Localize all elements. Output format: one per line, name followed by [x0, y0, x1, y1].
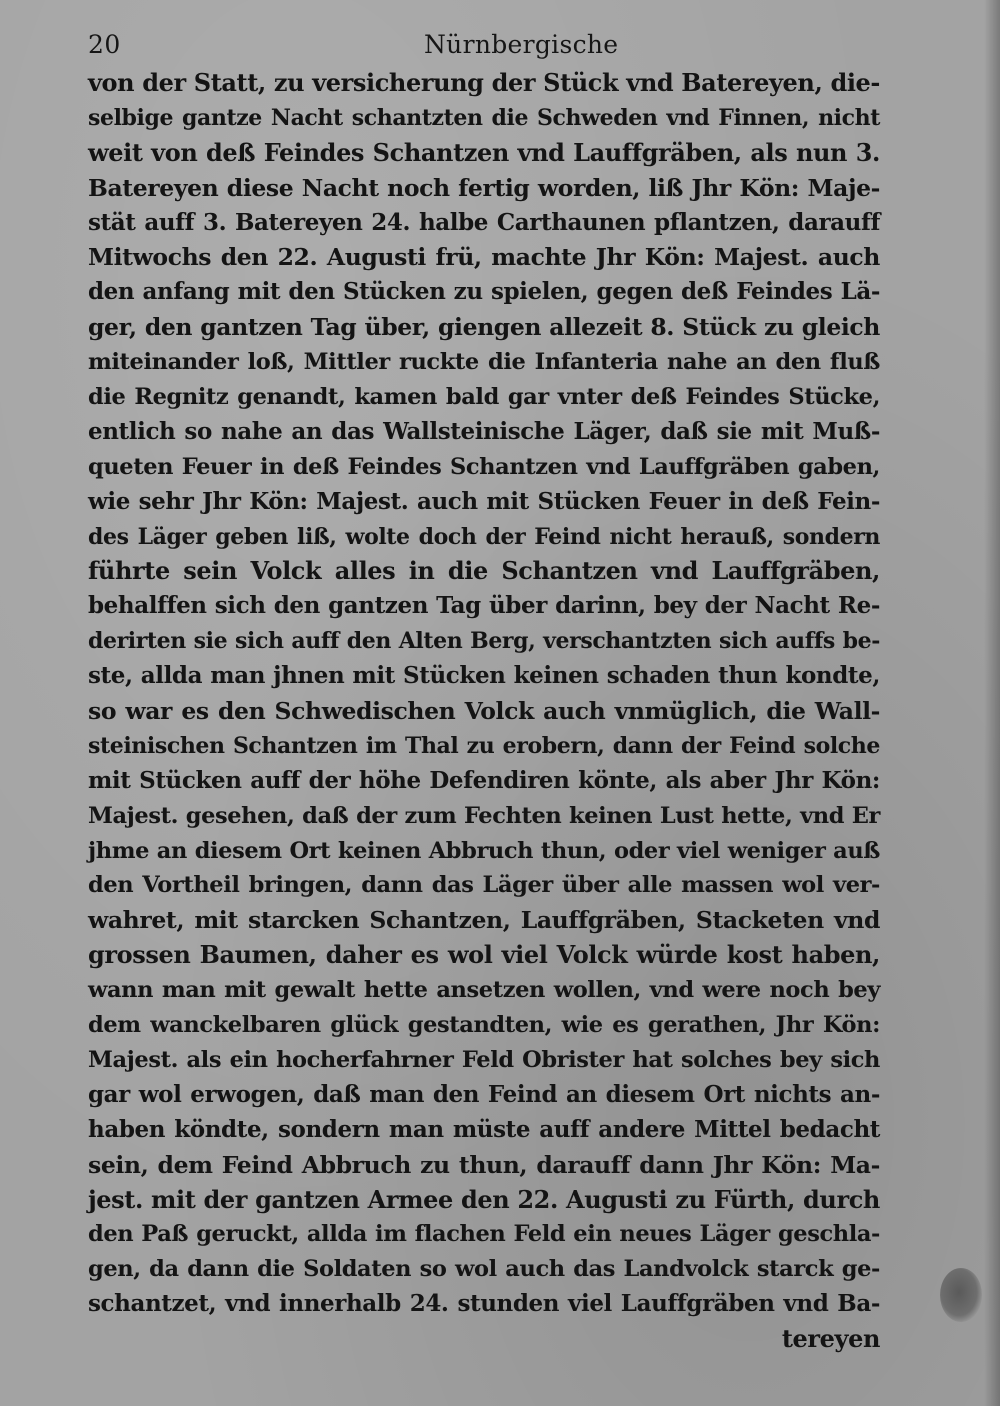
- text-line: führte sein Volck alles in die Schantzen vnd Lauffgräben,: [88, 556, 880, 586]
- text-line: miteinander loß, Mittler ruckte die Infanteria nahe an den fluß: [88, 349, 880, 376]
- text-line: steinischen Schantzen im Thal zu erobern, dann der Feind solche: [88, 732, 880, 759]
- text-line: selbige gantze Nacht schantzten die Schweden vnd Finnen, nicht: [88, 104, 880, 131]
- text-line: gen, da dann die Soldaten so wol auch das Landvolck starck ge-: [88, 1256, 880, 1283]
- running-head: Nürnbergische: [424, 30, 619, 59]
- text-line: den Vortheil bringen, dann das Läger über alle massen wol ver-: [88, 872, 880, 899]
- page-edge-shadow: [984, 0, 1000, 1406]
- text-line: sein, dem Feind Abbruch zu thun, darauff dann Jhr Kön: Ma-: [88, 1150, 880, 1179]
- text-line: haben köndte, sondern man müste auff andere Mittel bedacht: [88, 1115, 880, 1143]
- catchword: tereyen: [781, 1324, 880, 1354]
- text-line: ste, allda man jhnen mit Stücken keinen schaden thun kondte,: [88, 662, 880, 690]
- text-line: behalffen sich den gantzen Tag über darinn, bey der Nacht Re-: [88, 592, 880, 620]
- text-line: schantzet, vnd innerhalb 24. stunden viel Lauffgräben vnd Ba-: [88, 1290, 880, 1318]
- text-line: mit Stücken auff der höhe Defendiren könte, als aber Jhr Kön:: [88, 766, 880, 794]
- text-line: von der Statt, zu versicherung der Stück vnd Batereyen, die-: [88, 68, 880, 97]
- text-line: Majest. gesehen, daß der zum Fechten keinen Lust hette, vnd Er: [88, 802, 880, 829]
- text-line: jest. mit der gantzen Armee den 22. Augusti zu Fürth, durch: [88, 1184, 880, 1214]
- page-header: [88, 30, 888, 64]
- text-line: den anfang mit den Stücken zu spielen, gegen deß Feindes Lä-: [88, 278, 880, 306]
- text-line: Mitwochs den 22. Augusti frü, machte Jhr Kön: Majest. auch: [88, 243, 880, 272]
- page-number: 20: [88, 30, 121, 59]
- text-line: jhme an diesem Ort keinen Abbruch thun, oder viel weniger auß: [88, 837, 880, 864]
- text-line: so war es den Schwedischen Volck auch vnmüglich, die Wall-: [88, 697, 880, 726]
- body-text: [88, 66, 880, 1357]
- text-line: des Läger geben liß, wolte doch der Feind nicht herauß, sondern: [88, 523, 880, 550]
- text-line: gar wol erwogen, daß man den Feind an diesem Ort nichts an-: [88, 1080, 880, 1108]
- text-line: grossen Baumen, daher es wol viel Volck würde kost haben,: [88, 940, 880, 970]
- text-line: derirten sie sich auff den Alten Berg, verschantzten sich auffs be-: [88, 628, 880, 655]
- text-line: ger, den gantzen Tag über, giengen allezeit 8. Stück zu gleich: [88, 313, 880, 342]
- text-line: Batereyen diese Nacht noch fertig worden, liß Jhr Kön: Maje-: [88, 173, 880, 202]
- text-line: entlich so nahe an das Wallsteinische Läger, daß sie mit Muß-: [88, 417, 880, 445]
- ink-stain: [940, 1268, 982, 1322]
- text-line: stät auff 3. Batereyen 24. halbe Carthaunen pflantzen, darauff: [88, 208, 880, 236]
- text-line: dem wanckelbaren glück gestandten, wie es gerathen, Jhr Kön:: [88, 1012, 880, 1039]
- text-line: die Regnitz genandt, kamen bald gar vnter deß Feindes Stücke,: [88, 384, 880, 411]
- text-line: wie sehr Jhr Kön: Majest. auch mit Stücken Feuer in deß Fein-: [88, 487, 880, 515]
- text-line: Majest. als ein hocherfahrner Feld Obrister hat solches bey sich: [88, 1046, 880, 1073]
- text-line: queten Feuer in deß Feindes Schantzen vnd Lauffgräben gaben,: [88, 453, 880, 480]
- text-line: den Paß geruckt, allda im flachen Feld ein neues Läger geschla-: [88, 1221, 880, 1248]
- text-line: wann man mit gewalt hette ansetzen wollen, vnd were noch bey: [88, 977, 880, 1004]
- text-line: wahret, mit starcken Schantzen, Lauffgräben, Stacketen vnd: [88, 906, 880, 935]
- text-line: weit von deß Feindes Schantzen vnd Lauffgräben, als nun 3.: [88, 137, 880, 167]
